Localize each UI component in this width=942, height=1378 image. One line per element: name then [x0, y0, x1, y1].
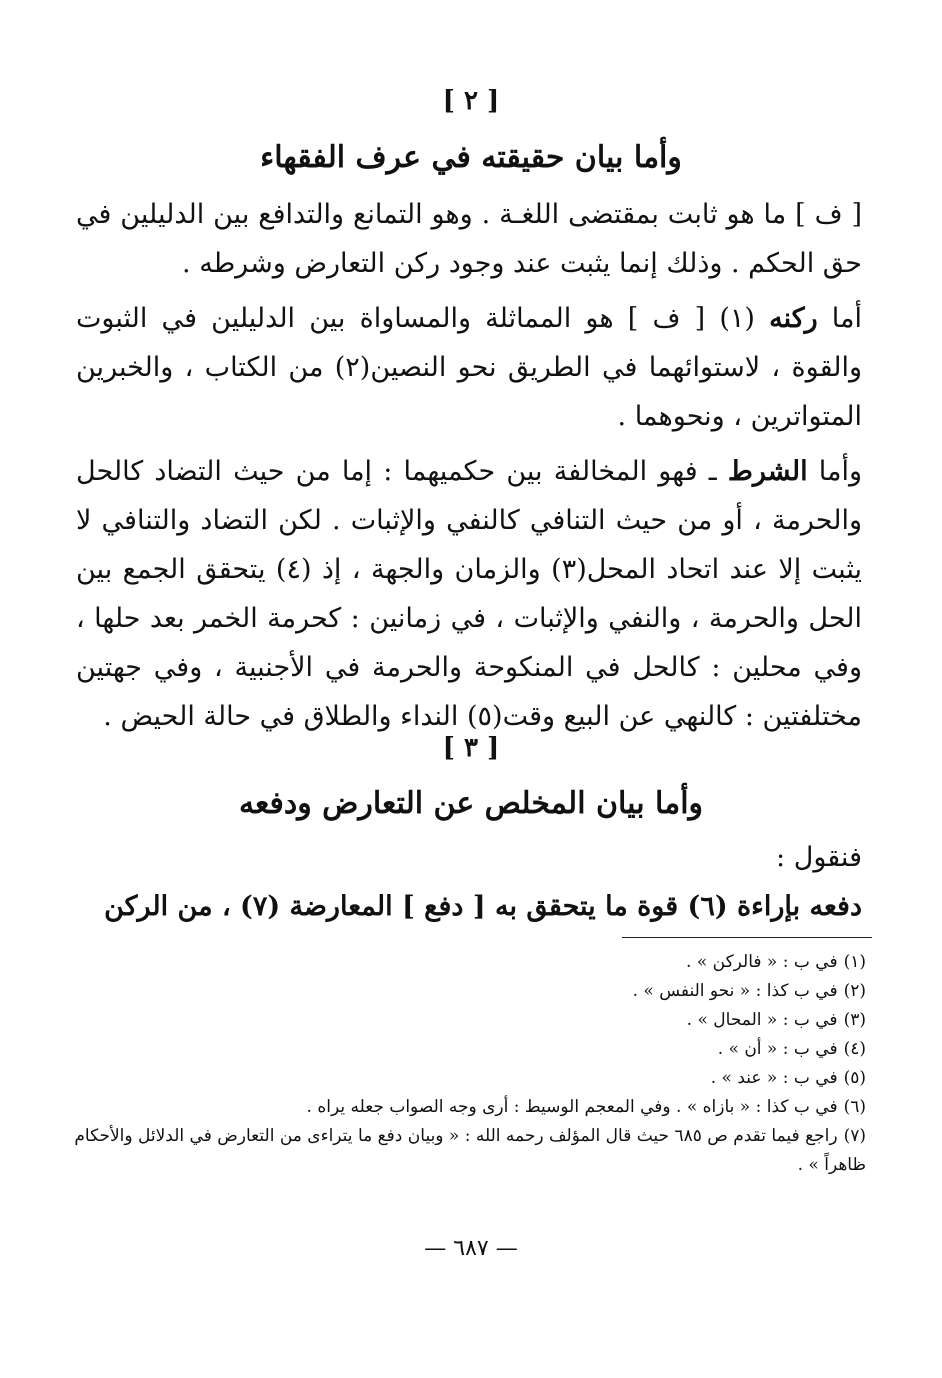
paragraph-3-rest: ـ فهو المخالفة بين حكميهما : إما من حيث التضاد كالحل والحرمة ، أو من حيث التنافي كالنفي والإثبات . لكن التضاد والتنافي لا يثبت إلا عند اتحاد المحل(٣) والزمان والجهة ، إذ (٤) يتحقق الجمع بين الحل والحرمة ، والنفي والإثبات ، في زمانين : كحرمة الخمر بعد حلها ، وفي محلين : كالحل في المنكوحة والحرمة في الأجنبية ، وفي جهتين مختلفتين : كالنهي عن البيع وقت(٥) النداء والطلاق في حالة الحيض . [76, 456, 862, 732]
footnote-number: (٦) [843, 1097, 866, 1117]
footnote-number: (١) [843, 952, 866, 972]
footnotes [70, 948, 866, 1180]
section-3-paragraph-2: دفعه بإراءة (٦) قوة ما يتحقق به [ دفع ] المعارضة (٧) ، من الركن [104, 891, 862, 922]
footnote-text: في ب : « أن » . [717, 1039, 838, 1059]
footnote-1 [70, 948, 866, 977]
term-rukn: ركنه [769, 303, 818, 334]
paragraph-2-rest: (١) [ ف ] هو المماثلة والمساواة بين الدليلين في الثبوت والقوة ، لاستوائهما في الطريق نحو النصين(٢) من الكتاب ، والخبرين المتواترين ، ونحوهما . [76, 303, 862, 432]
page-number: — ٦٨٧ — [424, 1236, 518, 1261]
footnote-number: (٣) [843, 1010, 866, 1030]
paragraph-3-lead: وأما [807, 456, 862, 487]
footnote-number: (٢) [843, 981, 866, 1001]
footnote-6 [70, 1093, 866, 1122]
term-shart: الشرط [727, 456, 808, 487]
footnote-4 [70, 1035, 866, 1064]
footnote-7 [70, 1122, 866, 1180]
footnote-text: في ب كذا : « بازاه » . وفي المعجم الوسيط : أرى وجه الصواب جعله يراه . [306, 1097, 838, 1117]
footnote-5 [70, 1064, 866, 1093]
footnote-text: في ب : « عند » . [710, 1068, 838, 1088]
section-3-paragraph-1: فنقول : [776, 842, 862, 873]
footnote-number: (٤) [843, 1039, 866, 1059]
section-2-body [76, 190, 862, 741]
footnote-3 [70, 1006, 866, 1035]
section-2-paragraph-1: [ ف ] ما هو ثابت بمقتضى اللغـة . وهو التمانع والتدافع بين الدليلين في حق الحكم . وذلك إنما يثبت عند وجود ركن التعارض وشرطه . [76, 199, 862, 279]
footnote-text: راجع فيما تقدم ص ٦٨٥ حيث قال المؤلف رحمه الله : « وبيان دفع ما يتراءى من التعارض في الدلائل والأحكام ظاهراً » . [74, 1126, 866, 1175]
paragraph-2-lead: أما [817, 303, 863, 334]
section-3-number: [ ٣ ] [442, 733, 500, 763]
section-3-heading: وأما بيان المخلص عن التعارض ودفعه [238, 786, 704, 821]
footnote-text: في ب كذا : « نحو النفس » . [632, 981, 838, 1001]
section-2-heading: وأما بيان حقيقته في عرف الفقهاء [260, 140, 682, 175]
section-2-paragraph-3 [76, 447, 862, 741]
footnote-text: في ب : « فالركن » . [686, 952, 838, 972]
footnote-number: (٧) [843, 1126, 866, 1146]
footnote-number: (٥) [843, 1068, 866, 1088]
footnote-2 [70, 977, 866, 1006]
section-2-paragraph-2 [76, 294, 862, 441]
footnote-separator [622, 937, 872, 938]
section-3-body [76, 833, 862, 931]
section-2-number: [ ٢ ] [442, 86, 500, 116]
footnote-text: في ب : « المحال » . [686, 1010, 838, 1030]
